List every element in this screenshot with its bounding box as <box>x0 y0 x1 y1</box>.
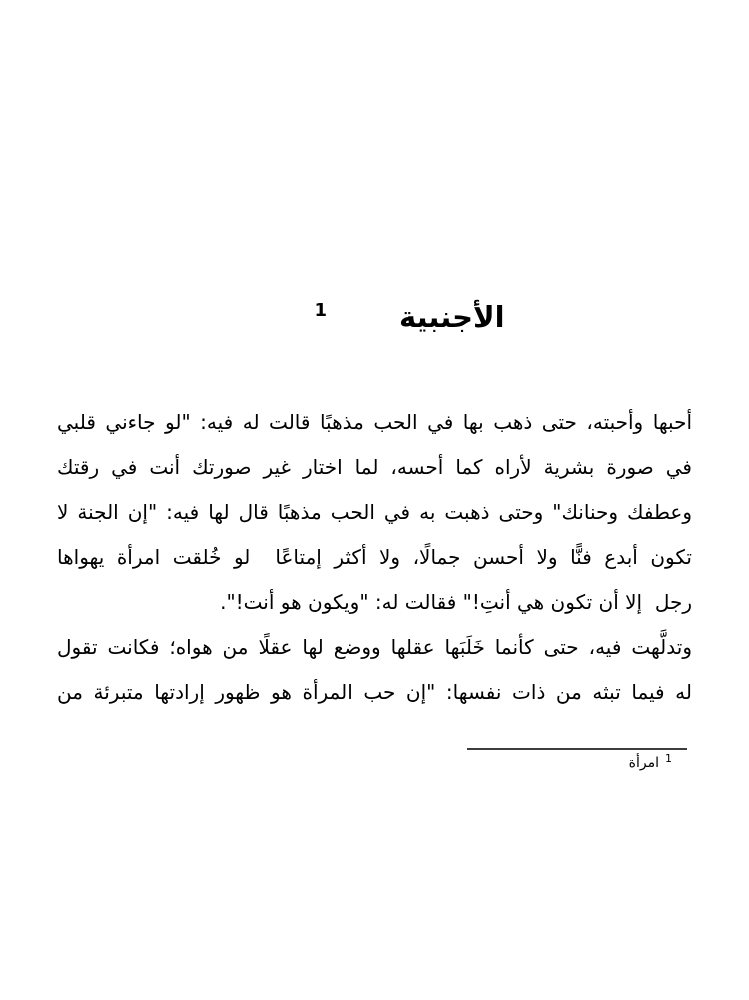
footnote-text: امرأة <box>628 755 659 771</box>
chapter-title <box>0 293 749 341</box>
footnote-separator <box>467 748 687 750</box>
body-text <box>57 400 692 715</box>
paragraph-1-line-5: رجل إلا أن تكون هي أنتِ!" فقالت له: "ويكون هو أنت!". <box>220 590 692 614</box>
chapter-title-text: الأجنبية <box>398 300 505 334</box>
title-footnote-reference: 1 <box>314 300 327 321</box>
paragraph-1-line-3: وعطفك وحنانك" وحتى ذهبت به في الحب مذهبًا قال لها فيه: "إن الجنة لا <box>57 500 692 524</box>
paragraph-2-line-2: له فيما تبثه من ذات نفسها: "إن حب المرأة هو ظهور إرادتها متبرئة من <box>57 680 692 704</box>
footnote-number: 1 <box>665 752 672 765</box>
footnote <box>629 752 672 774</box>
paragraph-1-line-2: في صورة بشرية لأراه كما أحسه، لما اختار غير صورتك أنت في رقتك <box>57 455 692 479</box>
paragraph-2-line-1: وتدلَّهت فيه، حتى كأنما خَلَبَها عقلها ووضع لها عقلًا من هواه؛ فكانت تقول <box>57 635 692 659</box>
paragraph-1-line-1: أحبها وأحبته، حتى ذهب بها في الحب مذهبًا قالت له فيه: "لو جاءني قلبي <box>57 410 692 434</box>
paragraph-1-line-4: تكون أبدع فنًّا ولا أحسن جمالًا، ولا أكثر إمتاعًا لو خُلقت امرأة يهواها <box>57 545 692 569</box>
